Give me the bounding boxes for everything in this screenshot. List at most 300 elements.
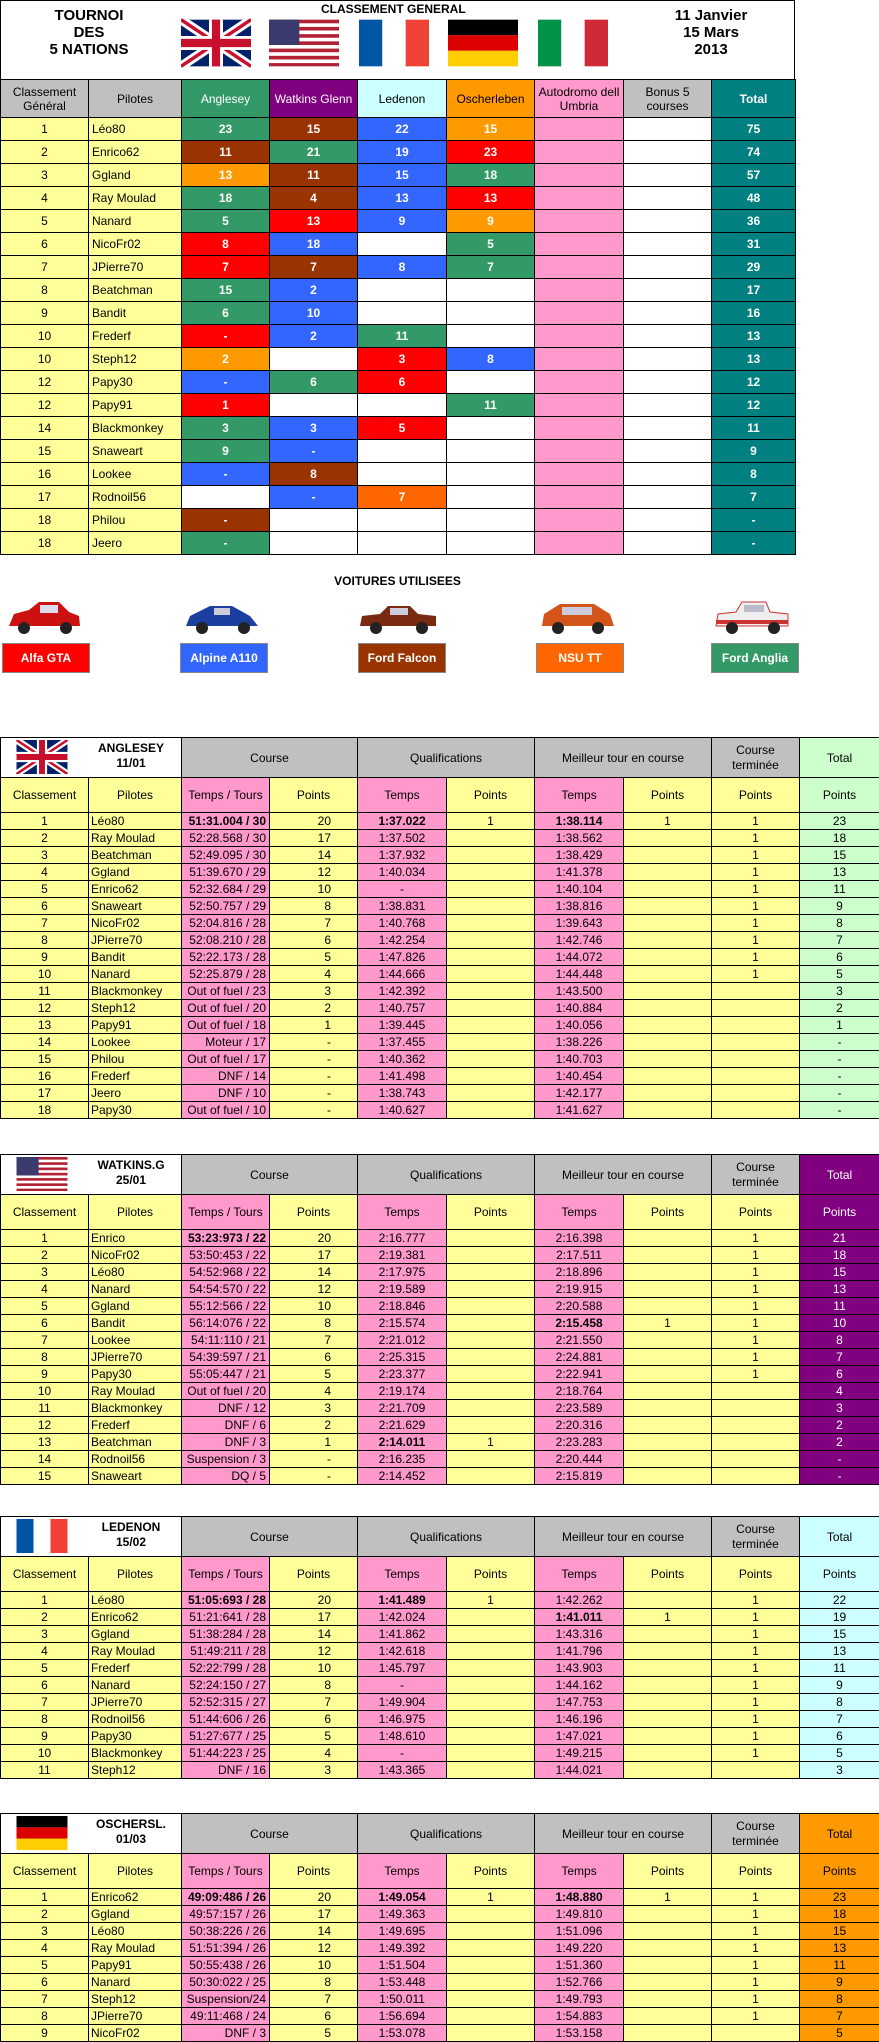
germany-flag-icon (448, 18, 518, 68)
general-row (1, 233, 796, 256)
col-total: Total (712, 80, 796, 118)
best-lap-time: 2:18.896 (535, 1264, 624, 1281)
race-points: 1 (270, 1434, 358, 1451)
total-points: 13 (800, 864, 879, 881)
no-entry-cell (358, 509, 447, 532)
points-cell: 3 (182, 417, 270, 440)
points-cell: 2 (182, 348, 270, 371)
alpine-a110-car-icon (182, 592, 262, 640)
qualif-time: 1:40.034 (358, 864, 447, 881)
pilot-name: Enrico62 (89, 1889, 182, 1906)
qualif-time: 1:38.743 (358, 1085, 447, 1102)
best-lap-points (624, 2025, 712, 2042)
pilot-name: NicoFr02 (89, 915, 182, 932)
umbria-cell (535, 164, 624, 187)
best-lap-time: 1:43.500 (535, 983, 624, 1000)
qualif-time: 1:40.627 (358, 1102, 447, 1119)
rank-cell: 2 (1, 1906, 89, 1923)
total-points: 5 (800, 966, 879, 983)
best-lap-points (624, 932, 712, 949)
best-lap-time: 1:38.429 (535, 847, 624, 864)
qualif-points (447, 915, 535, 932)
italy-flag-icon (538, 18, 608, 68)
total-points: 9 (800, 1974, 879, 1991)
total-points: 5 (800, 2025, 879, 2042)
best-lap-time: 1:48.880 (535, 1889, 624, 1906)
col-ledenon: Ledenon (358, 80, 447, 118)
race-row (1, 847, 879, 864)
year: 2013 (641, 41, 781, 58)
best-lap-time: 1:44.448 (535, 966, 624, 983)
race-time: 51:21:641 / 28 (182, 1609, 270, 1626)
race-points: 2 (270, 1000, 358, 1017)
pilot-name: Léo80 (89, 118, 182, 141)
finished-flag: 1 (712, 1332, 800, 1349)
finished-flag: 1 (712, 1957, 800, 1974)
qualif-points (447, 1468, 535, 1485)
no-entry-cell (358, 302, 447, 325)
qualif-time: 1:44.666 (358, 966, 447, 983)
rank-cell: 7 (1, 915, 89, 932)
finished-flag: 1 (712, 1281, 800, 1298)
race-row (1, 864, 879, 881)
rank-cell: 3 (1, 1923, 89, 1940)
best-lap-time: 2:17.511 (535, 1247, 624, 1264)
qualif-points (447, 1068, 535, 1085)
pilot-name: NicoFr02 (89, 2025, 182, 2042)
finished-flag (712, 1051, 800, 1068)
qualif-time: 1:51.504 (358, 1957, 447, 1974)
race-time: 52:49.095 / 30 (182, 847, 270, 864)
total-points: 11 (800, 1660, 879, 1677)
qualif-time: 2:14.452 (358, 1468, 447, 1485)
rank-cell: 10 (1, 348, 89, 371)
total-cell: 17 (712, 279, 796, 302)
classement-subheader: Classement (1, 778, 89, 813)
rank-cell: 18 (1, 509, 89, 532)
pilot-name: Enrico62 (89, 141, 182, 164)
total-points: 15 (800, 1264, 879, 1281)
total-header: Total (800, 738, 879, 778)
total-cell: 48 (712, 187, 796, 210)
race-date: 15/02 (91, 1535, 171, 1550)
finished-flag: 1 (712, 2008, 800, 2025)
germany-flag-icon (3, 1816, 81, 1850)
race-row (1, 1711, 879, 1728)
race-row (1, 1660, 879, 1677)
race-row (1, 1366, 879, 1383)
pilot-name: Frederf (89, 1417, 182, 1434)
total-points: - (800, 1085, 879, 1102)
best-lap-time: 2:16.398 (535, 1230, 624, 1247)
race-points: 20 (270, 1230, 358, 1247)
rank-cell: 6 (1, 898, 89, 915)
bonus-cell (624, 440, 712, 463)
total-cell: 75 (712, 118, 796, 141)
best-lap-time: 2:19.915 (535, 1281, 624, 1298)
total-points: 5 (800, 1745, 879, 1762)
pilot-name: Nanard (89, 966, 182, 983)
race-table-anglesey (0, 737, 879, 1119)
rank-cell: 13 (1, 1434, 89, 1451)
qualif-points: 1 (447, 813, 535, 830)
total-points: 2 (800, 1417, 879, 1434)
rank-cell: 12 (1, 1417, 89, 1434)
finished-flag: 1 (712, 932, 800, 949)
qualif-time: 2:25.315 (358, 1349, 447, 1366)
rank-cell: 17 (1, 486, 89, 509)
race-points: 14 (270, 1923, 358, 1940)
no-entry-cell (447, 463, 535, 486)
total-points-subheader: Points (800, 1557, 879, 1592)
points-cell: 8 (270, 463, 358, 486)
points-cell: 15 (358, 164, 447, 187)
pilot-name: Ggland (89, 1298, 182, 1315)
pilotes-subheader: Pilotes (89, 1854, 182, 1889)
qualif-time: - (358, 1745, 447, 1762)
general-row (1, 509, 796, 532)
umbria-cell (535, 141, 624, 164)
rank-cell: 5 (1, 1298, 89, 1315)
race-time: 52:50.757 / 29 (182, 898, 270, 915)
rank-cell: 16 (1, 1068, 89, 1085)
title-line-1: TOURNOI (9, 7, 169, 24)
qualif-points: 1 (447, 1592, 535, 1609)
qualif-points (447, 898, 535, 915)
pilot-name: Blackmonkey (89, 1745, 182, 1762)
points-cell: 1 (182, 394, 270, 417)
umbria-cell (535, 279, 624, 302)
col-bonus: Bonus 5 courses (624, 80, 712, 118)
total-cell: - (712, 509, 796, 532)
points-cell: 3 (270, 417, 358, 440)
best-lap-points (624, 1281, 712, 1298)
finished-flag: 1 (712, 830, 800, 847)
rank-cell: 5 (1, 1660, 89, 1677)
points-cell: - (270, 440, 358, 463)
pilot-name: Frederf (89, 1068, 182, 1085)
race-row (1, 813, 879, 830)
pilot-name: Beatchman (89, 279, 182, 302)
qualif-time: 1:49.392 (358, 1940, 447, 1957)
rank-cell: 11 (1, 983, 89, 1000)
finished-flag (712, 1000, 800, 1017)
qualif-header: Qualifications (358, 738, 535, 778)
qualif-points (447, 983, 535, 1000)
pilot-name: Papy30 (89, 1102, 182, 1119)
race-points: 20 (270, 1889, 358, 1906)
race-points: 3 (270, 983, 358, 1000)
tournament-title (9, 7, 169, 58)
race-points: 5 (270, 1728, 358, 1745)
finished-flag: 1 (712, 864, 800, 881)
race-row (1, 1315, 879, 1332)
no-entry-cell (447, 509, 535, 532)
rank-cell: 5 (1, 1957, 89, 1974)
best-lap-time: 2:23.589 (535, 1400, 624, 1417)
pilot-name: Ggland (89, 1626, 182, 1643)
pilot-name: Papy30 (89, 371, 182, 394)
best-lap-time: 1:49.793 (535, 1991, 624, 2008)
qualif-time-subheader: Temps (358, 1195, 447, 1230)
pilot-name: Philou (89, 1051, 182, 1068)
race-points: - (270, 1102, 358, 1119)
race-points: - (270, 1034, 358, 1051)
race-name-label: WATKINS.G (91, 1158, 171, 1173)
best-lap-time: 2:15.819 (535, 1468, 624, 1485)
qualif-points (447, 1923, 535, 1940)
qualif-points (447, 1051, 535, 1068)
best-lap-time: 1:49.220 (535, 1940, 624, 1957)
pilot-name: Ray Moulad (89, 1940, 182, 1957)
race-row (1, 1383, 879, 1400)
race-time: Suspension / 3 (182, 1451, 270, 1468)
points-cell: 5 (447, 233, 535, 256)
total-cell: 57 (712, 164, 796, 187)
race-time: 54:11:110 / 21 (182, 1332, 270, 1349)
pilot-name: Frederf (89, 1660, 182, 1677)
pilot-name: Lookee (89, 1332, 182, 1349)
race-time: 51:44:223 / 25 (182, 1745, 270, 1762)
course-header: Course (182, 738, 358, 778)
rank-cell: 9 (1, 1366, 89, 1383)
best-lap-time: 1:40.884 (535, 1000, 624, 1017)
pilot-name: Beatchman (89, 847, 182, 864)
finished-header: Course terminée (712, 1517, 800, 1557)
pilot-name: Snaweart (89, 898, 182, 915)
cars-title: VOITURES UTILISEES (0, 574, 795, 588)
qualif-points (447, 1694, 535, 1711)
best-lap-time: 1:42.177 (535, 1085, 624, 1102)
umbria-cell (535, 348, 624, 371)
qualif-points (447, 1643, 535, 1660)
points-cell: 13 (358, 187, 447, 210)
best-lap-header: Meilleur tour en course (535, 738, 712, 778)
best-lap-time: 1:38.114 (535, 813, 624, 830)
best-lap-time: 1:40.104 (535, 881, 624, 898)
rank-cell: 2 (1, 141, 89, 164)
best-lap-points (624, 830, 712, 847)
pilot-name: Philou (89, 509, 182, 532)
qualif-time: 1:46.975 (358, 1711, 447, 1728)
total-points: 13 (800, 1643, 879, 1660)
pilot-name: JPierre70 (89, 1349, 182, 1366)
pilot-name: Enrico62 (89, 881, 182, 898)
ford-falcon-car-icon (358, 592, 438, 640)
qualif-points (447, 1711, 535, 1728)
race-points: 6 (270, 1349, 358, 1366)
total-points: 2 (800, 1000, 879, 1017)
best-lap-time: 1:52.766 (535, 1974, 624, 1991)
finished-flag: 1 (712, 1298, 800, 1315)
bestlap-time-subheader: Temps (535, 1557, 624, 1592)
usa-flag-icon (3, 1157, 81, 1191)
race-time: 52:25.879 / 28 (182, 966, 270, 983)
pilot-name: NicoFr02 (89, 1247, 182, 1264)
qualif-points (447, 2008, 535, 2025)
race-time: DNF / 3 (182, 2025, 270, 2042)
points-cell: 23 (447, 141, 535, 164)
qualif-points (447, 1230, 535, 1247)
total-points: 11 (800, 881, 879, 898)
finished-flag (712, 1102, 800, 1119)
race-title-cell (1, 1155, 182, 1195)
finished-flag: 1 (712, 966, 800, 983)
race-time: 49:11:468 / 24 (182, 2008, 270, 2025)
total-cell: 31 (712, 233, 796, 256)
race-time: Out of fuel / 18 (182, 1017, 270, 1034)
race-header-row (1, 1814, 879, 1854)
points-cell: - (182, 463, 270, 486)
qualif-time: 2:21.012 (358, 1332, 447, 1349)
race-row (1, 1609, 879, 1626)
race-row (1, 1417, 879, 1434)
finished-flag: 1 (712, 1889, 800, 1906)
general-row (1, 279, 796, 302)
rank-cell: 3 (1, 164, 89, 187)
race-time: 52:04.816 / 28 (182, 915, 270, 932)
race-points: 4 (270, 1745, 358, 1762)
qualif-time: 1:47.826 (358, 949, 447, 966)
finished-flag: 1 (712, 1728, 800, 1745)
points-cell: 7 (358, 486, 447, 509)
qualif-time: 2:16.777 (358, 1230, 447, 1247)
points-cell: 18 (447, 164, 535, 187)
qualif-time: 1:56.694 (358, 2008, 447, 2025)
race-table-ledenon (0, 1516, 879, 1779)
race-time: Out of fuel / 10 (182, 1102, 270, 1119)
race-name (91, 741, 171, 771)
finished-flag: 1 (712, 1940, 800, 1957)
best-lap-points (624, 1230, 712, 1247)
race-subheader-row (1, 1854, 879, 1889)
bonus-cell (624, 118, 712, 141)
best-lap-time: 1:38.816 (535, 898, 624, 915)
race-row (1, 881, 879, 898)
finished-flag: 1 (712, 1745, 800, 1762)
best-lap-points (624, 1711, 712, 1728)
no-entry-cell (358, 463, 447, 486)
qualif-time: 1:40.362 (358, 1051, 447, 1068)
best-lap-points (624, 847, 712, 864)
total-points: 10 (800, 1315, 879, 1332)
pilot-name: Ray Moulad (89, 830, 182, 847)
umbria-cell (535, 532, 624, 555)
bonus-cell (624, 417, 712, 440)
best-lap-points (624, 1051, 712, 1068)
rank-cell: 11 (1, 1400, 89, 1417)
race-points: 6 (270, 1711, 358, 1728)
race-time: 49:09:486 / 26 (182, 1889, 270, 1906)
rank-cell: 7 (1, 1694, 89, 1711)
best-lap-time: 1:42.262 (535, 1592, 624, 1609)
race-row (1, 1298, 879, 1315)
bestlap-time-subheader: Temps (535, 1195, 624, 1230)
race-row (1, 1677, 879, 1694)
best-lap-time: 1:39.643 (535, 915, 624, 932)
race-row (1, 1017, 879, 1034)
race-points: 8 (270, 1677, 358, 1694)
best-lap-points (624, 949, 712, 966)
qualif-time: 1:43.365 (358, 1762, 447, 1779)
points-cell: 13 (447, 187, 535, 210)
umbria-cell (535, 233, 624, 256)
general-header-row (1, 80, 796, 118)
no-entry-cell (270, 348, 358, 371)
race-time: 54:54:570 / 22 (182, 1281, 270, 1298)
france-flag-icon (359, 18, 429, 68)
best-lap-time: 1:44.162 (535, 1677, 624, 1694)
rank-cell: 14 (1, 1451, 89, 1468)
best-lap-points (624, 1400, 712, 1417)
rank-cell: 10 (1, 1383, 89, 1400)
race-table-watkinsg (0, 1154, 879, 1485)
total-points: 19 (800, 1609, 879, 1626)
general-row (1, 394, 796, 417)
qualif-points (447, 1609, 535, 1626)
race-row (1, 1923, 879, 1940)
bonus-cell (624, 509, 712, 532)
best-lap-points (624, 1745, 712, 1762)
total-cell: 36 (712, 210, 796, 233)
pilot-name: JPierre70 (89, 256, 182, 279)
qualif-points (447, 1728, 535, 1745)
rank-cell: 3 (1, 1626, 89, 1643)
race-name-label: OSCHERSL. (91, 1817, 171, 1832)
finished-flag: 1 (712, 881, 800, 898)
finished-flag (712, 1417, 800, 1434)
finished-points-subheader: Points (712, 1195, 800, 1230)
pilot-name: Papy30 (89, 1366, 182, 1383)
rank-cell: 6 (1, 1974, 89, 1991)
finished-flag: 1 (712, 1592, 800, 1609)
pilot-name: Lookee (89, 463, 182, 486)
pilot-name: Léo80 (89, 1592, 182, 1609)
qualif-time: 2:14.011 (358, 1434, 447, 1451)
no-entry-cell (447, 371, 535, 394)
total-points: 18 (800, 830, 879, 847)
best-lap-time: 1:53.158 (535, 2025, 624, 2042)
qualif-points-subheader: Points (447, 1854, 535, 1889)
best-lap-points (624, 1906, 712, 1923)
points-cell: 5 (358, 417, 447, 440)
total-points: - (800, 1068, 879, 1085)
best-lap-points (624, 1264, 712, 1281)
race-points: 5 (270, 2025, 358, 2042)
qualif-time: 2:21.629 (358, 1417, 447, 1434)
points-cell: 11 (447, 394, 535, 417)
best-lap-points (624, 1957, 712, 1974)
course-header: Course (182, 1814, 358, 1854)
race-row (1, 1068, 879, 1085)
rank-cell: 1 (1, 1230, 89, 1247)
general-row (1, 417, 796, 440)
race-header-row (1, 1155, 879, 1195)
race-row (1, 898, 879, 915)
best-lap-points (624, 881, 712, 898)
finished-flag: 1 (712, 1264, 800, 1281)
finished-flag: 1 (712, 1609, 800, 1626)
total-cell: 12 (712, 394, 796, 417)
total-points-subheader: Points (800, 1854, 879, 1889)
finished-flag: 1 (712, 1974, 800, 1991)
total-points: 8 (800, 1991, 879, 2008)
pilot-name: Steph12 (89, 348, 182, 371)
race-time: DNF / 6 (182, 1417, 270, 1434)
qualif-points (447, 2025, 535, 2042)
pilot-name: Nanard (89, 210, 182, 233)
pilot-name: Ray Moulad (89, 1383, 182, 1400)
